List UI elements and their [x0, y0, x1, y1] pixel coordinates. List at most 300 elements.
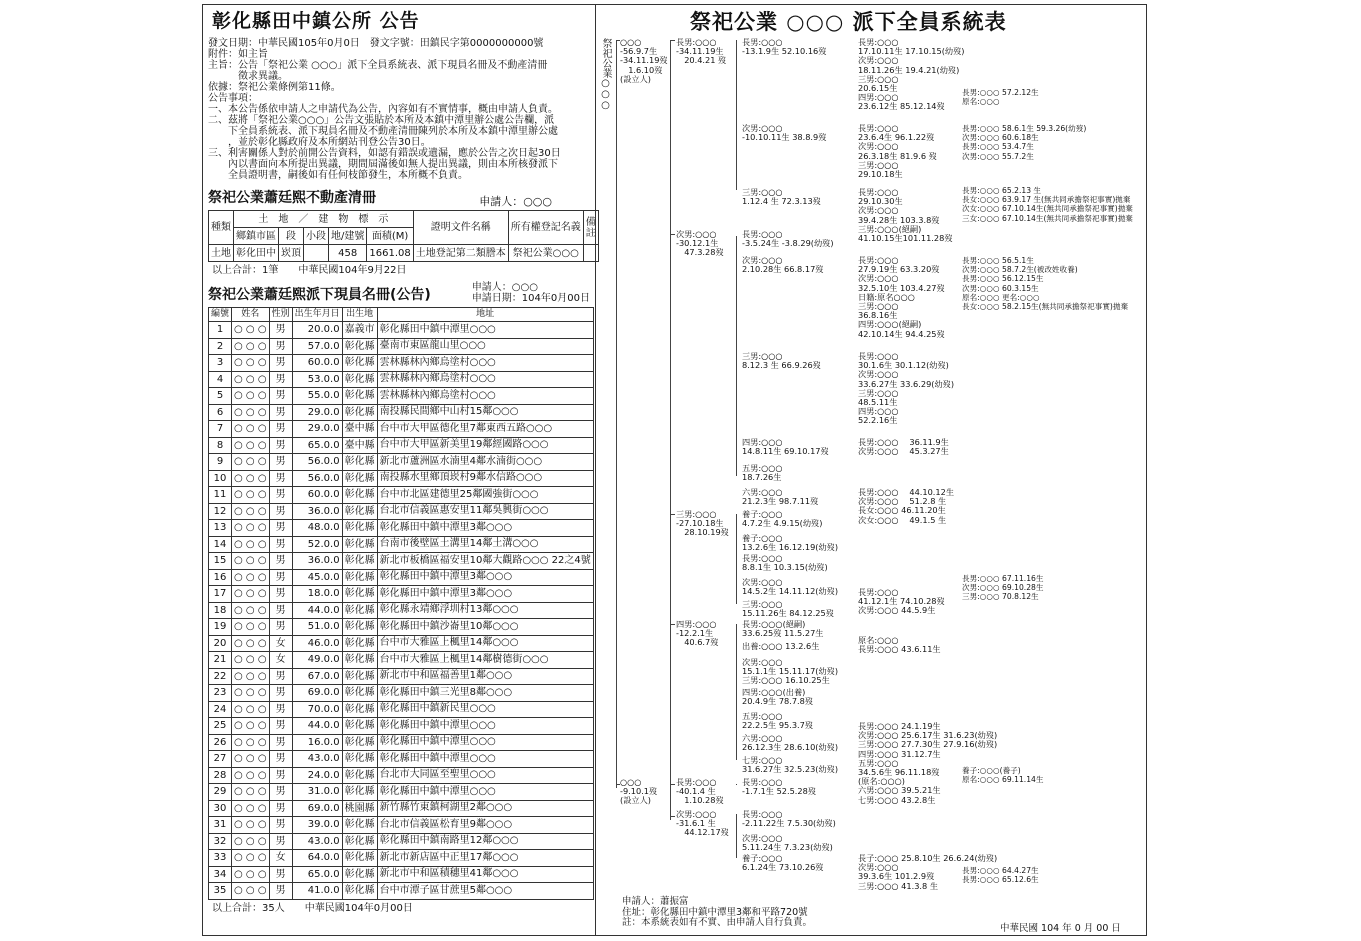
col-doc: 證明文件名稱 [413, 211, 508, 245]
members-cell: 30 [209, 800, 232, 817]
members-cell: ○ ○ ○ [232, 734, 270, 751]
members-cell: 台中市大雅區上楓里14鄰樹德街○○○ [377, 652, 593, 669]
members-cell: 男 [269, 470, 292, 487]
tree-connector [670, 624, 675, 625]
tree-node: 次男:○○○ -30.12.1生 47.3.28歿 [676, 229, 724, 258]
tree-node: 養子:○○○ 4.7.2生 4.9.15(幼歿) [742, 509, 823, 529]
members-cell: 34 [209, 866, 232, 883]
members-cell: 彰化縣田中鎮中潭里3鄰○○○ [377, 569, 593, 586]
members-cell: 新北市蘆洲區水湳里4鄰水湳街○○○ [377, 454, 593, 471]
members-cell: 20 [209, 635, 232, 652]
col-no: 地/建號 [329, 228, 367, 245]
tree-node: 長男:○○○ -34.11.19生 20.4.21 歿 [676, 37, 727, 66]
members-cell: 彰化縣 [342, 619, 377, 636]
members-cell: 彰化縣 [342, 569, 377, 586]
members-col-header: 出生地 [342, 308, 377, 322]
tree-vertical-label: 祭祀公業○○○ [600, 38, 611, 111]
members-cell: 彰化縣 [342, 355, 377, 372]
members-cell: 29.0.0 [292, 404, 342, 421]
members-cell: 彰化縣 [342, 338, 377, 355]
members-cell: 台中市大雅區上楓里14鄰○○○ [377, 635, 593, 652]
members-cell: 13 [209, 520, 232, 537]
tree-title: 祭祀公業 ○○○ 派下全員系統表 [690, 10, 1007, 34]
members-cell: 70.0.0 [292, 701, 342, 718]
notice-line: 主旨：公告「祭祀公業 ○○○」派下全員系統表、派下現員名冊及不動產清冊 [208, 60, 548, 71]
members-cell: 男 [269, 866, 292, 883]
tree-connector [736, 624, 737, 760]
tree-node: 次男:○○○ -10.10.11生 38.8.9歿 [742, 123, 827, 143]
tree-node: 三男:○○○ 1.12.4 生 72.3.13歿 [742, 187, 821, 207]
tree-node: ○○○ -56.9.7生 -34.11.19歿 1.6.10歿 (設立人) [620, 37, 668, 84]
tree-node: 長男:○○○ 67.11.16生 次男:○○○ 69.10.28生 三男:○○○ 70.8.12生 [962, 574, 1044, 602]
tree-node: 長男:○○○ 17.10.11生 17.10.15(幼歿) 次男:○○○ 18.11.26生 19.4.21(幼歿) 三男:○○○ 20.6.15生 四男:○○○ 23.6.12生 85.12.14歿 [858, 37, 965, 112]
table-row [209, 800, 594, 817]
members-cell: 29.0.0 [292, 421, 342, 438]
table-row [209, 635, 594, 652]
members-cell: ○ ○ ○ [232, 850, 270, 867]
tree-footer-line: 住址：彰化縣田中鎮中潭里3鄰和平路720號 [622, 906, 808, 918]
property-cell: 土地登記第二類謄本 [413, 245, 508, 262]
members-cell: 69.0.0 [292, 800, 342, 817]
notice-line: 下全員系統表、派下現員名冊及不動產清冊陳列於本所及本鎮中潭里辦公處 [208, 126, 558, 137]
members-cell: 彰化縣 [342, 536, 377, 553]
tree-node: 長男:○○○ -40.1.4 生 1.10.28歿 [676, 777, 724, 806]
members-col-header: 性別 [269, 308, 292, 322]
members-applicant: 申請人：○○○ [471, 282, 538, 293]
members-cell: 23 [209, 685, 232, 702]
members-cell: 新北市板橋區福安里10鄰大觀路○○○ 22之4號 [377, 553, 593, 570]
members-cell: 台南市後壁區土溝里14鄰土溝○○○ [377, 536, 593, 553]
members-cell: 56.0.0 [292, 454, 342, 471]
members-cell: 女 [269, 850, 292, 867]
members-cell: 46.0.0 [292, 635, 342, 652]
members-cell: 新北市中和區福善里1鄰○○○ [377, 668, 593, 685]
members-cell: 男 [269, 668, 292, 685]
members-title: 祭祀公業蕭廷熙派下現員名冊(公告) [208, 287, 431, 303]
tree-node: 次男:○○○ 2.10.28生 66.8.17歿 [742, 255, 824, 275]
members-cell: 男 [269, 883, 292, 900]
members-table [208, 307, 594, 900]
tree-connector [670, 816, 675, 817]
tree-node: 長男:○○○ 44.10.12生 次男:○○○ 51.2.8 生 長女:○○○ 46.11.20生 次女:○○○ 49.1.5 生 [858, 487, 955, 525]
members-cell: 17 [209, 586, 232, 603]
tree-footer [622, 897, 812, 929]
members-cell: 男 [269, 751, 292, 768]
tree-node: 長男:○○○ -2.11.22生 7.5.30(幼歿) [742, 809, 836, 829]
members-cell: ○ ○ ○ [232, 602, 270, 619]
tree-node: 四男:○○○(出養) 20.4.9生 78.7.8歿 [742, 687, 814, 707]
tree-node: 長子:○○○ 25.8.10生 26.6.24(幼歿) 次男:○○○ 39.3.6生 101.2.9歿 三男:○○○ 41.3.8 生 [858, 853, 998, 891]
tree-node: 長男:○○○ 24.1.19生 次男:○○○ 25.6.17生 31.6.23(幼歿) 三男:○○○ 27.7.30生 27.9.16(幼歿) 四男:○○○ 31.12.7生 五男:○○○ 34.5.6生 96.11.18歿 (原名:○○○) 六男:○○○ 39.5.21生 七男:○○○ 43.2.8生 [858, 721, 998, 805]
members-cell: 男 [269, 718, 292, 735]
members-cell: 彰化縣 [342, 602, 377, 619]
members-cell: 45.0.0 [292, 569, 342, 586]
members-cell: 彰化縣 [342, 866, 377, 883]
table-row [209, 454, 594, 471]
tree-node: 次男:○○○ -31.6.1 生 44.12.17歿 [676, 809, 729, 838]
members-cell: 19 [209, 619, 232, 636]
members-cell: 彰化縣田中鎮中潭里○○○ [377, 718, 593, 735]
table-row [209, 734, 594, 751]
table-row [209, 388, 594, 405]
members-cell: 台北市信義區松育里9鄰○○○ [377, 817, 593, 834]
members-cell: 16.0.0 [292, 734, 342, 751]
table-row [209, 338, 594, 355]
members-cell: 彰化縣 [342, 487, 377, 504]
tree-node: 三男:○○○ 15.11.26生 84.12.25歿 [742, 599, 834, 619]
members-cell: 男 [269, 338, 292, 355]
members-cell: 彰化縣 [342, 371, 377, 388]
members-cell: 男 [269, 437, 292, 454]
table-row [209, 850, 594, 867]
members-cell: 新北市新店區中正里17鄰○○○ [377, 850, 593, 867]
members-cell: 彰化縣 [342, 850, 377, 867]
members-cell: 20.0.0 [292, 322, 342, 339]
members-cell: 22 [209, 668, 232, 685]
members-cell: 24 [209, 701, 232, 718]
members-cell: ○ ○ ○ [232, 569, 270, 586]
members-cell: 男 [269, 536, 292, 553]
table-row [209, 371, 594, 388]
property-row [209, 245, 599, 262]
tree-node: 長男:○○○(絕嗣) 33.6.25歿 11.5.27生 [742, 619, 824, 639]
members-cell: ○ ○ ○ [232, 767, 270, 784]
members-cell: ○ ○ ○ [232, 520, 270, 537]
members-cell: 彰化縣 [342, 784, 377, 801]
table-row [209, 437, 594, 454]
tree-node: 長男:○○○ 64.4.27生 長男:○○○ 65.12.6生 [962, 866, 1039, 885]
table-row [209, 602, 594, 619]
property-cell [583, 245, 598, 262]
members-cell: 10 [209, 470, 232, 487]
tree-node: 出養:○○○ 13.2.6生 [742, 641, 820, 651]
tree-footer-date: 中華民國 104 年 0 月 00 日 [1000, 923, 1121, 934]
genealogy-tree [598, 36, 1144, 916]
table-row [209, 487, 594, 504]
members-cell: ○ ○ ○ [232, 685, 270, 702]
property-cell: 土地 [209, 245, 234, 262]
property-cell [304, 245, 329, 262]
tree-node: 長男:○○○ -3.5.24生 -3.8.29(幼歿) [742, 229, 834, 249]
members-cell: 18 [209, 602, 232, 619]
members-cell: 臺中縣 [342, 421, 377, 438]
members-total: 以上合計：35人 中華民國104年0月00日 [212, 902, 413, 914]
property-cell: 458 [329, 245, 367, 262]
tree-node: 五男:○○○ 22.2.5生 95.3.7歿 [742, 711, 814, 731]
members-cell: ○ ○ ○ [232, 701, 270, 718]
members-cell: ○ ○ ○ [232, 371, 270, 388]
members-cell: ○ ○ ○ [232, 586, 270, 603]
members-cell: 36.0.0 [292, 553, 342, 570]
members-cell: 6 [209, 404, 232, 421]
table-row [209, 817, 594, 834]
members-cell: 男 [269, 388, 292, 405]
table-row [209, 404, 594, 421]
members-cell: 36.0.0 [292, 503, 342, 520]
members-cell: 69.0.0 [292, 685, 342, 702]
tree-connector [736, 514, 737, 604]
members-applicant-block [472, 282, 590, 304]
notice-line: 二、茲將「祭祀公業○○○」公告文張貼於本所及本鎮中潭里辦公處公告欄，派 [208, 115, 555, 126]
members-cell: 65.0.0 [292, 866, 342, 883]
notice-line: 一、本公告係依申請人之申請代為公告，內容如有不實情事，概由申請人負責。 [208, 104, 558, 115]
tree-node: 長男:○○○ 41.12.1生 74.10.28歿 次男:○○○ 44.5.9生 [858, 587, 945, 616]
members-cell: 64.0.0 [292, 850, 342, 867]
members-cell: 彰化縣 [342, 833, 377, 850]
tree-node: 三男:○○○ 16.10.25生 [742, 675, 830, 685]
tree-node: 養子:○○○(養子) 原名:○○○ 69.11.14生 [962, 766, 1044, 785]
members-cell: 桃園縣 [342, 800, 377, 817]
members-col-header: 出生年月日 [292, 308, 342, 322]
members-cell: 39.0.0 [292, 817, 342, 834]
tree-node: 長男:○○○ -13.1.9生 52.10.16歿 [742, 37, 827, 57]
members-cell: 彰化縣 [342, 767, 377, 784]
members-cell: 彰化縣田中鎮中潭里○○○ [377, 322, 593, 339]
panel-divider [595, 4, 596, 936]
members-col-header: 編號 [209, 308, 232, 322]
table-row [209, 355, 594, 372]
members-cell: 18.0.0 [292, 586, 342, 603]
property-header [208, 189, 592, 207]
members-cell: 彰化縣田中鎮沙崙里10鄰○○○ [377, 619, 593, 636]
col-sec: 段 [279, 228, 304, 245]
table-row [209, 751, 594, 768]
tree-node: 次男:○○○ 15.1.1生 15.11.17(幼歿) [742, 657, 839, 677]
tree-node: 長男:○○○ 57.2.12生 原名:○○○ [962, 88, 1039, 107]
members-cell: 51.0.0 [292, 619, 342, 636]
notice-line: 附件：如主旨 [208, 49, 268, 60]
members-cell: 男 [269, 569, 292, 586]
notice-line: 三、利害關係人對於前開公告資料，如認有錯誤或遺漏，應於公告之次日起30日 [208, 148, 561, 159]
members-cell: 26 [209, 734, 232, 751]
table-row [209, 883, 594, 900]
members-cell: 彰化縣 [342, 553, 377, 570]
members-cell: ○ ○ ○ [232, 800, 270, 817]
members-cell: 彰化縣永靖鄉浮圳村13鄰○○○ [377, 602, 593, 619]
members-cell: 彰化縣田中鎮中潭里○○○ [377, 751, 593, 768]
tree-connector [670, 40, 675, 41]
members-cell: 31 [209, 817, 232, 834]
members-cell: 男 [269, 322, 292, 339]
members-cell: 男 [269, 520, 292, 537]
members-cell: 24.0.0 [292, 767, 342, 784]
tree-connector [736, 40, 737, 190]
table-row [209, 866, 594, 883]
tree-node: 長男:○○○ -1.7.1生 52.5.28歿 [742, 777, 817, 797]
members-cell: 彰化縣田中鎮三光里8鄰○○○ [377, 685, 593, 702]
tree-node: 長男:○○○ 58.6.1生 59.3.26(幼歿) 次男:○○○ 60.6.18生 長男:○○○ 53.4.7生 次男:○○○ 55.7.2生 [962, 124, 1087, 161]
members-cell: ○ ○ ○ [232, 866, 270, 883]
members-cell: 彰化縣 [342, 503, 377, 520]
members-cell: 彰化縣 [342, 685, 377, 702]
table-row [209, 668, 594, 685]
members-cell: 28 [209, 767, 232, 784]
tree-node: 長男:○○○ 27.9.19生 63.3.20歿 次男:○○○ 32.5.10生 103.4.27歿 日籍:原名○○○ 三男:○○○ 36.8.16生 四男:○○○(絕嗣) 42.10.14生 94.4.25歿 [858, 255, 945, 339]
notice-line: 公告事項： [208, 93, 258, 104]
tree-node: 長男:○○○ 30.1.6生 30.1.12(幼歿) 次男:○○○ 33.6.27生 33.6.29(幼歿) 三男:○○○ 48.5.11生 四男:○○○ 52.2.16生 [858, 351, 955, 426]
table-row [209, 586, 594, 603]
members-cell: 台中市大甲區德化里7鄰東西五路○○○ [377, 421, 593, 438]
members-cell: 彰化縣 [342, 404, 377, 421]
members-cell: 彰化縣 [342, 668, 377, 685]
members-cell: 56.0.0 [292, 470, 342, 487]
tree-node: 長男:○○○ 29.10.30生 次男:○○○ 39.4.28生 103.3.8歿 三男:○○○(絕嗣) 41.10.15生101.11.28歿 [858, 187, 953, 244]
col-owner: 所有權登記名義 [508, 211, 583, 245]
members-cell: 44.0.0 [292, 718, 342, 735]
tree-node: ○○○ -9.10.1歿 (設立人) [620, 777, 658, 806]
property-title: 祭祀公業蕭廷熙不動產清冊 [208, 190, 376, 206]
members-cell: 9 [209, 454, 232, 471]
tree-connector [616, 40, 620, 41]
members-cell: 雲林縣林內鄉烏塗村○○○ [377, 355, 593, 372]
col-subsec: 小段 [304, 228, 329, 245]
members-cell: 52.0.0 [292, 536, 342, 553]
members-cell: ○ ○ ○ [232, 619, 270, 636]
members-cell: ○ ○ ○ [232, 536, 270, 553]
members-cell: ○ ○ ○ [232, 833, 270, 850]
members-cell: 48.0.0 [292, 520, 342, 537]
tree-connector [736, 236, 737, 476]
members-cell: 43.0.0 [292, 833, 342, 850]
members-cell: 男 [269, 421, 292, 438]
table-row [209, 520, 594, 537]
members-cell: 44.0.0 [292, 602, 342, 619]
table-row [209, 685, 594, 702]
members-cell: 彰化縣 [342, 520, 377, 537]
table-row [209, 718, 594, 735]
members-cell: 彰化縣 [342, 734, 377, 751]
members-cell: ○ ○ ○ [232, 338, 270, 355]
members-cell: 男 [269, 487, 292, 504]
members-cell: 53.0.0 [292, 371, 342, 388]
members-cell: ○ ○ ○ [232, 487, 270, 504]
members-cell: 男 [269, 355, 292, 372]
table-row [209, 322, 594, 339]
table-row [209, 553, 594, 570]
tree-node: 長男:○○○ 23.6.4生 96.1.22歿 次男:○○○ 26.3.18生 81.9.6 歿 三男:○○○ 29.10.18生 [858, 123, 937, 180]
members-cell: ○ ○ ○ [232, 322, 270, 339]
members-cell: 彰化縣 [342, 718, 377, 735]
tree-footer-line: 註：本系統表如有不實、由申請人自行負責。 [622, 917, 813, 928]
members-cell: ○ ○ ○ [232, 817, 270, 834]
tree-connector [670, 234, 675, 235]
members-cell: 彰化縣 [342, 751, 377, 768]
members-cell: 4 [209, 371, 232, 388]
members-cell: 男 [269, 685, 292, 702]
members-cell: 彰化縣 [342, 470, 377, 487]
members-cell: 男 [269, 701, 292, 718]
tree-footer-line: 申請人：蕭振富 [622, 896, 689, 907]
members-cell: 彰化縣 [342, 883, 377, 900]
members-cell: 60.0.0 [292, 355, 342, 372]
table-row [209, 833, 594, 850]
table-row [209, 784, 594, 801]
tree-node: 三男:○○○ 8.12.3 生 66.9.26歿 [742, 351, 821, 371]
members-cell: 41.0.0 [292, 883, 342, 900]
notice-line: ，並於彰化縣政府及本所網站刊登公告30日。 [208, 137, 431, 148]
tree-node: 原名:○○○ 長男:○○○ 43.6.11生 [858, 635, 941, 655]
col-group: 土 地 ／ 建 物 標 示 [234, 211, 414, 228]
members-cell: 男 [269, 404, 292, 421]
members-cell: 新竹縣竹東鎮柯湖里2鄰○○○ [377, 800, 593, 817]
members-cell: 7 [209, 421, 232, 438]
table-row [209, 536, 594, 553]
members-cell: 嘉義市 [342, 322, 377, 339]
members-cell: 31.0.0 [292, 784, 342, 801]
members-cell: 新北市中和區積穗里41鄰○○○ [377, 866, 593, 883]
members-cell: 南投縣水里鄉頂崁村9鄰水信路○○○ [377, 470, 593, 487]
members-cell: 台中市大甲區新美里19鄰經國路○○○ [377, 437, 593, 454]
members-cell: 男 [269, 833, 292, 850]
members-cell: 台北市信義區惠安里11鄰吳興街○○○ [377, 503, 593, 520]
tree-node: 次男:○○○ 5.11.24生 7.3.23(幼歿) [742, 833, 833, 853]
members-cell: 1 [209, 322, 232, 339]
members-cell: 33 [209, 850, 232, 867]
tree-connector [616, 40, 617, 788]
table-row [209, 652, 594, 669]
members-cell: 21 [209, 652, 232, 669]
members-col-header: 地址 [377, 308, 593, 322]
tree-node: 四男:○○○ -12.2.1生 40.6.7歿 [676, 619, 719, 648]
members-cell: 男 [269, 553, 292, 570]
members-col-header: 姓名 [232, 308, 270, 322]
tree-node: 養子:○○○ 13.2.6生 16.12.19(幼歿) [742, 533, 839, 553]
property-cell: 祭祀公業○○○ [508, 245, 583, 262]
tree-node: 六男:○○○ 26.12.3生 28.6.10(幼歿) [742, 733, 839, 753]
tree-node: 六男:○○○ 21.2.3生 98.7.11歿 [742, 487, 819, 507]
members-head-row [209, 308, 594, 322]
members-cell: 27 [209, 751, 232, 768]
members-cell: 彰化縣 [342, 586, 377, 603]
col-town: 鄉鎮市區 [234, 228, 279, 245]
members-cell: ○ ○ ○ [232, 388, 270, 405]
members-cell: 男 [269, 734, 292, 751]
table-row [209, 767, 594, 784]
tree-node: 長男:○○○ 8.8.1生 10.3.15(幼歿) [742, 553, 828, 573]
members-cell: 男 [269, 619, 292, 636]
members-cell: 臺南市東區龍山里○○○ [377, 338, 593, 355]
tree-node: 養子:○○○ 6.1.24生 73.10.26歿 [742, 853, 824, 873]
members-cell: 65.0.0 [292, 437, 342, 454]
members-cell: 15 [209, 553, 232, 570]
table-row [209, 569, 594, 586]
members-cell: 男 [269, 503, 292, 520]
tree-node: 四男:○○○ 14.8.11生 69.10.17歿 [742, 437, 829, 457]
table-row [209, 470, 594, 487]
members-cell: 彰化縣田中鎮中潭里○○○ [377, 734, 593, 751]
col-kind: 種類 [209, 211, 234, 245]
members-cell: ○ ○ ○ [232, 784, 270, 801]
members-cell: 49.0.0 [292, 652, 342, 669]
property-total: 以上合計：1筆 中華民國104年9月22日 [212, 265, 407, 276]
members-cell: 男 [269, 767, 292, 784]
members-cell: 彰化縣 [342, 635, 377, 652]
members-cell: 彰化縣田中鎮中潭里3鄰○○○ [377, 586, 593, 603]
members-cell: 彰化縣田中鎮中潭里○○○ [377, 784, 593, 801]
members-cell: 67.0.0 [292, 668, 342, 685]
tree-connector [670, 514, 675, 515]
table-row [209, 701, 594, 718]
members-cell: ○ ○ ○ [232, 553, 270, 570]
members-cell: ○ ○ ○ [232, 751, 270, 768]
members-cell: 彰化縣田中鎮中潭里3鄰○○○ [377, 520, 593, 537]
members-cell: 彰化縣 [342, 388, 377, 405]
members-cell: ○ ○ ○ [232, 404, 270, 421]
col-remark: 備註 [583, 211, 598, 245]
members-cell: ○ ○ ○ [232, 470, 270, 487]
members-cell: 彰化縣 [342, 701, 377, 718]
members-cell: ○ ○ ○ [232, 437, 270, 454]
